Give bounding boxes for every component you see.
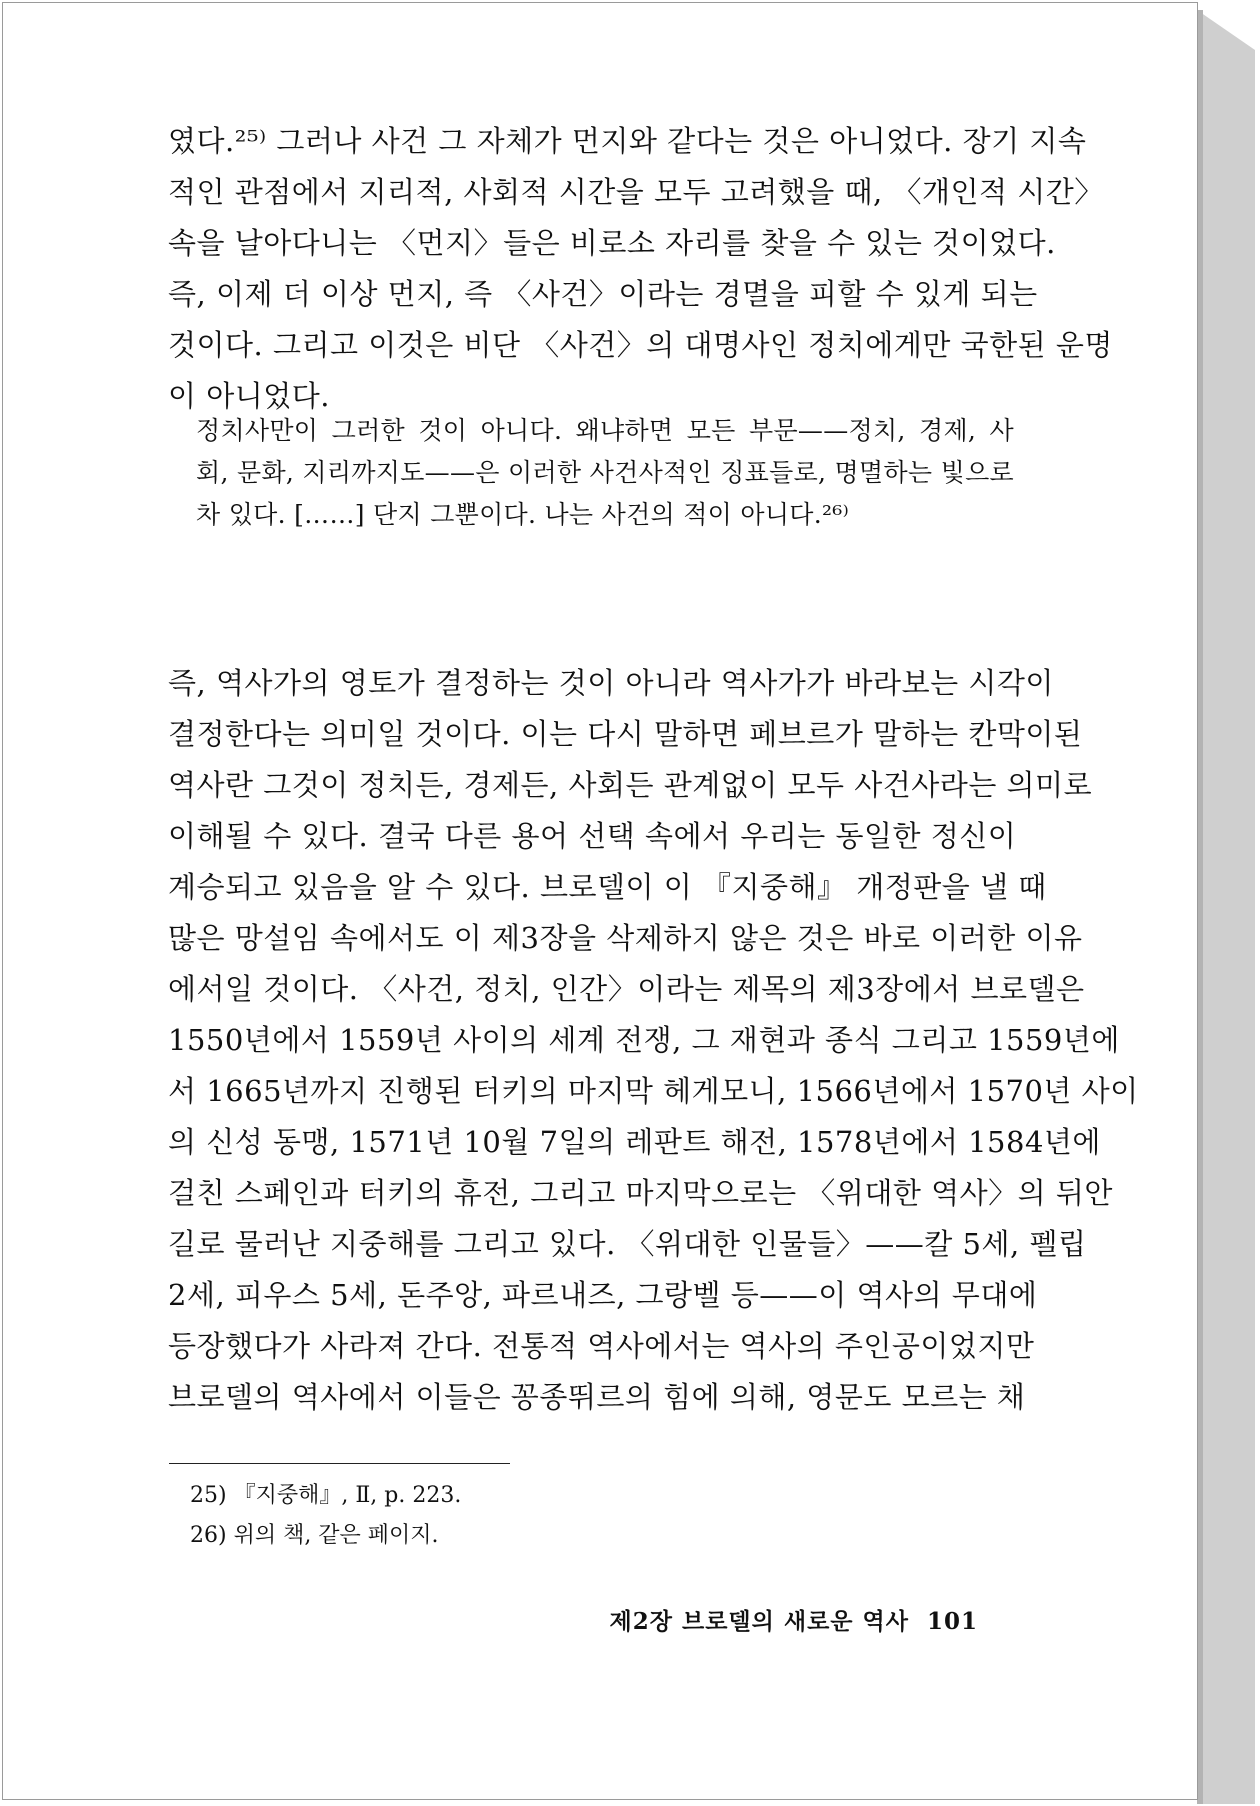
paragraph-2 — [168, 658, 1139, 1423]
running-footer — [610, 1603, 978, 1636]
text-line: 계승되고 있음을 알 수 있다. 브로델이 이 『지중해』 개정판을 낼 때 — [168, 870, 1047, 904]
text-line: 였다.²⁵⁾ 그러나 사건 그 자체가 먼지와 같다는 것은 아니었다. 장기 지속 — [168, 124, 1087, 158]
text-line: 의 신성 동맹, 1571년 10월 7일의 레판트 해전, 1578년에서 1584년에 — [168, 1125, 1101, 1159]
running-title: 제2장 브로델의 새로운 역사 — [609, 1608, 909, 1635]
text-line: 것이다. 그리고 이것은 비단 〈사건〉의 대명사인 정치에게만 국한된 운명 — [168, 328, 1113, 362]
text-line: 많은 망설임 속에서도 이 제3장을 삭제하지 않은 것은 바로 이러한 이유 — [168, 921, 1083, 955]
page-edge — [1197, 10, 1255, 1804]
text-line: 즉, 이제 더 이상 먼지, 즉 〈사건〉이라는 경멸을 피할 수 있게 되는 — [168, 277, 1038, 311]
text-line: 이해될 수 있다. 결국 다른 용어 선택 속에서 우리는 동일한 정신이 — [168, 819, 1017, 853]
text-line: 브로델의 역사에서 이들은 꽁종뛰르의 힘에 의해, 영문도 모르는 채 — [168, 1380, 1026, 1414]
footnote-divider — [169, 1463, 510, 1464]
footnote-26: 26) 위의 책, 같은 페이지. — [190, 1523, 439, 1548]
text-line: 역사란 그것이 정치든, 경제든, 사회든 관계없이 모두 사건사라는 의미로 — [168, 768, 1093, 802]
quote-line: 회, 문화, 지리까지도——은 이러한 사건사적인 징표들로, 명멸하는 빛으로 — [196, 458, 1014, 487]
footnote-25: 25) 『지중해』, Ⅱ, p. 223. — [190, 1483, 462, 1508]
quote-line: 정치사만이 그러한 것이 아니다. 왜냐하면 모든 부문——정치, 경제, 사 — [196, 416, 1014, 445]
text-line: 즉, 역사가의 영토가 결정하는 것이 아니라 역사가가 바라보는 시각이 — [168, 666, 1054, 700]
text-line: 속을 날아다니는 〈먼지〉들은 비로소 자리를 찾을 수 있는 것이었다. — [168, 226, 1056, 260]
block-quote — [196, 410, 1014, 536]
footnotes — [190, 1476, 461, 1556]
quote-line: 차 있다. [……] 단지 그뿐이다. 나는 사건의 적이 아니다.²⁶⁾ — [196, 500, 850, 529]
text-line: 적인 관점에서 지리적, 사회적 시간을 모두 고려했을 때, 〈개인적 시간〉 — [168, 175, 1104, 209]
page-number: 101 — [926, 1608, 978, 1635]
paragraph-1 — [168, 116, 1113, 422]
text-line: 2세, 피우스 5세, 돈주앙, 파르내즈, 그랑벨 등——이 역사의 무대에 — [168, 1278, 1038, 1312]
text-line: 서 1665년까지 진행된 터키의 마지막 헤게모니, 1566년에서 1570년 사이 — [168, 1074, 1139, 1108]
text-line: 1550년에서 1559년 사이의 세계 전쟁, 그 재현과 종식 그리고 1559년에 — [168, 1023, 1120, 1057]
text-line: 이 아니었다. — [168, 379, 331, 413]
text-line: 결정한다는 의미일 것이다. 이는 다시 말하면 페브르가 말하는 칸막이된 — [168, 717, 1083, 751]
text-line: 걸친 스페인과 터키의 휴전, 그리고 마지막으로는 〈위대한 역사〉의 뒤안 — [168, 1176, 1113, 1210]
text-line: 에서일 것이다. 〈사건, 정치, 인간〉이라는 제목의 제3장에서 브로델은 — [168, 972, 1085, 1006]
text-line: 등장했다가 사라져 간다. 전통적 역사에서는 역사의 주인공이었지만 — [168, 1329, 1035, 1363]
text-line: 길로 물러난 지중해를 그리고 있다. 〈위대한 인물들〉——칼 5세, 펠립 — [168, 1227, 1087, 1261]
